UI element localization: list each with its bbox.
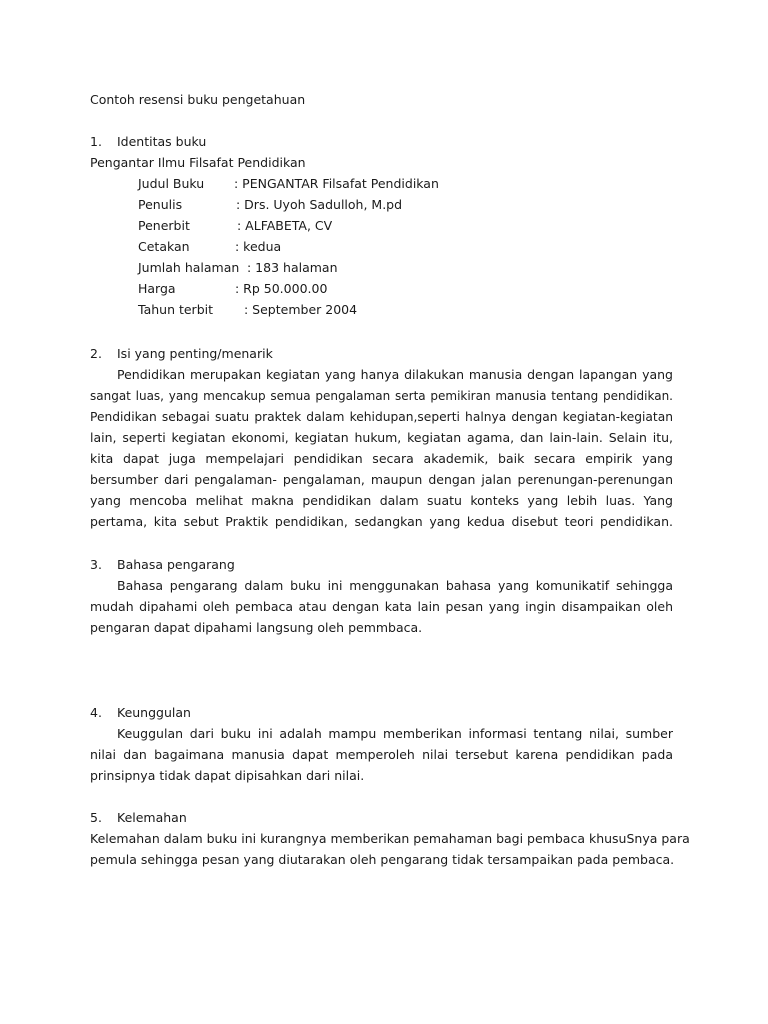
identity-value: : PENGANTAR Filsafat Pendidikan bbox=[234, 176, 439, 191]
book-title: Pengantar Ilmu Filsafat Pendidikan bbox=[90, 155, 306, 170]
identity-label: Harga bbox=[138, 281, 176, 296]
identity-label: Judul Buku bbox=[138, 176, 205, 191]
paragraph-line: Pendidikan sebagai suatu praktek dalam kehidupan,seperti halnya dengan kegiatan-kegiatan bbox=[90, 410, 673, 424]
paragraph-line: pemula sehingga pesan yang diutarakan oleh pengarang tidak tersampaikan pada pembaca. bbox=[90, 852, 675, 867]
paragraph-line: pengaran dapat dipahami langsung oleh pemmbaca. bbox=[90, 620, 423, 635]
section-5-number: 5. bbox=[90, 810, 102, 825]
paragraph-line: Kelemahan dalam buku ini kurangnya memberikan pemahaman bagi pembaca khusuSnya para bbox=[90, 831, 690, 846]
section-3-heading: Bahasa pengarang bbox=[117, 557, 235, 572]
section-1-number: 1. bbox=[90, 134, 102, 149]
identity-label: Penerbit bbox=[138, 218, 190, 233]
paragraph-line: prinsipnya tidak dapat dipisahkan dari nilai. bbox=[90, 768, 365, 783]
section-1-heading: Identitas buku bbox=[117, 134, 207, 149]
identity-row-penerbit bbox=[138, 218, 558, 234]
paragraph-line: mudah dipahami oleh pembaca atau dengan kata lain pesan yang ingin disampaikan oleh bbox=[90, 599, 673, 614]
paragraph-line: Pendidikan merupakan kegiatan yang hanya dilakukan manusia dengan lapangan yang bbox=[117, 367, 673, 382]
paragraph-line: Keuggulan dari buku ini adalah mampu memberikan informasi tentang nilai, sumber bbox=[117, 726, 673, 741]
section-2-number: 2. bbox=[90, 346, 102, 361]
identity-row-jumlah-halaman bbox=[138, 260, 558, 276]
identity-value: : kedua bbox=[235, 239, 282, 254]
identity-label: Penulis bbox=[138, 197, 183, 212]
section-4-number: 4. bbox=[90, 705, 102, 720]
section-3-number: 3. bbox=[90, 557, 102, 572]
identity-label: Cetakan bbox=[138, 239, 190, 254]
identity-value: : 183 halaman bbox=[247, 260, 338, 275]
paragraph-line: lain, seperti kegiatan ekonomi, kegiatan hukum, kegiatan agama, dan lain-lain. Selain itu, bbox=[90, 430, 673, 445]
identity-label: Jumlah halaman bbox=[138, 260, 240, 275]
paragraph-line: sangat luas, yang mencakup semua pengalaman serta pemikiran manusia tentang pendidikan. bbox=[90, 389, 673, 403]
paragraph-line: kita dapat juga mempelajari pendidikan secara akademik, baik secara empirik yang bbox=[90, 451, 673, 466]
paragraph-line: pertama, kita sebut Praktik pendidikan, sedangkan yang kedua disebut teori pendidikan. bbox=[90, 514, 673, 529]
section-2-heading: Isi yang penting/menarik bbox=[117, 346, 273, 361]
paragraph-line: bersumber dari pengalaman- pengalaman, maupun dengan jalan perenungan-perenungan bbox=[90, 472, 673, 487]
identity-row-cetakan bbox=[138, 239, 558, 255]
section-4-heading: Keunggulan bbox=[117, 705, 191, 720]
identity-row-judul bbox=[138, 176, 558, 192]
identity-row-tahun-terbit bbox=[138, 302, 558, 318]
identity-value: : ALFABETA, CV bbox=[237, 218, 333, 233]
identity-row-penulis bbox=[138, 197, 558, 213]
section-5-heading: Kelemahan bbox=[117, 810, 187, 825]
identity-label: Tahun terbit bbox=[138, 302, 214, 317]
identity-row-harga bbox=[138, 281, 558, 297]
identity-value: : September 2004 bbox=[244, 302, 358, 317]
paragraph-line: nilai dan bagaimana manusia dapat memperoleh nilai tersebut karena pendidikan pada bbox=[90, 747, 673, 762]
paragraph-line: Bahasa pengarang dalam buku ini menggunakan bahasa yang komunikatif sehingga bbox=[117, 578, 673, 593]
document-title: Contoh resensi buku pengetahuan bbox=[90, 92, 306, 107]
paragraph-line: yang mencoba melihat makna pendidikan dalam suatu konteks yang lebih luas. Yang bbox=[90, 493, 673, 508]
identity-value: : Rp 50.000.00 bbox=[235, 281, 328, 296]
identity-value: : Drs. Uyoh Sadulloh, M.pd bbox=[236, 197, 403, 212]
